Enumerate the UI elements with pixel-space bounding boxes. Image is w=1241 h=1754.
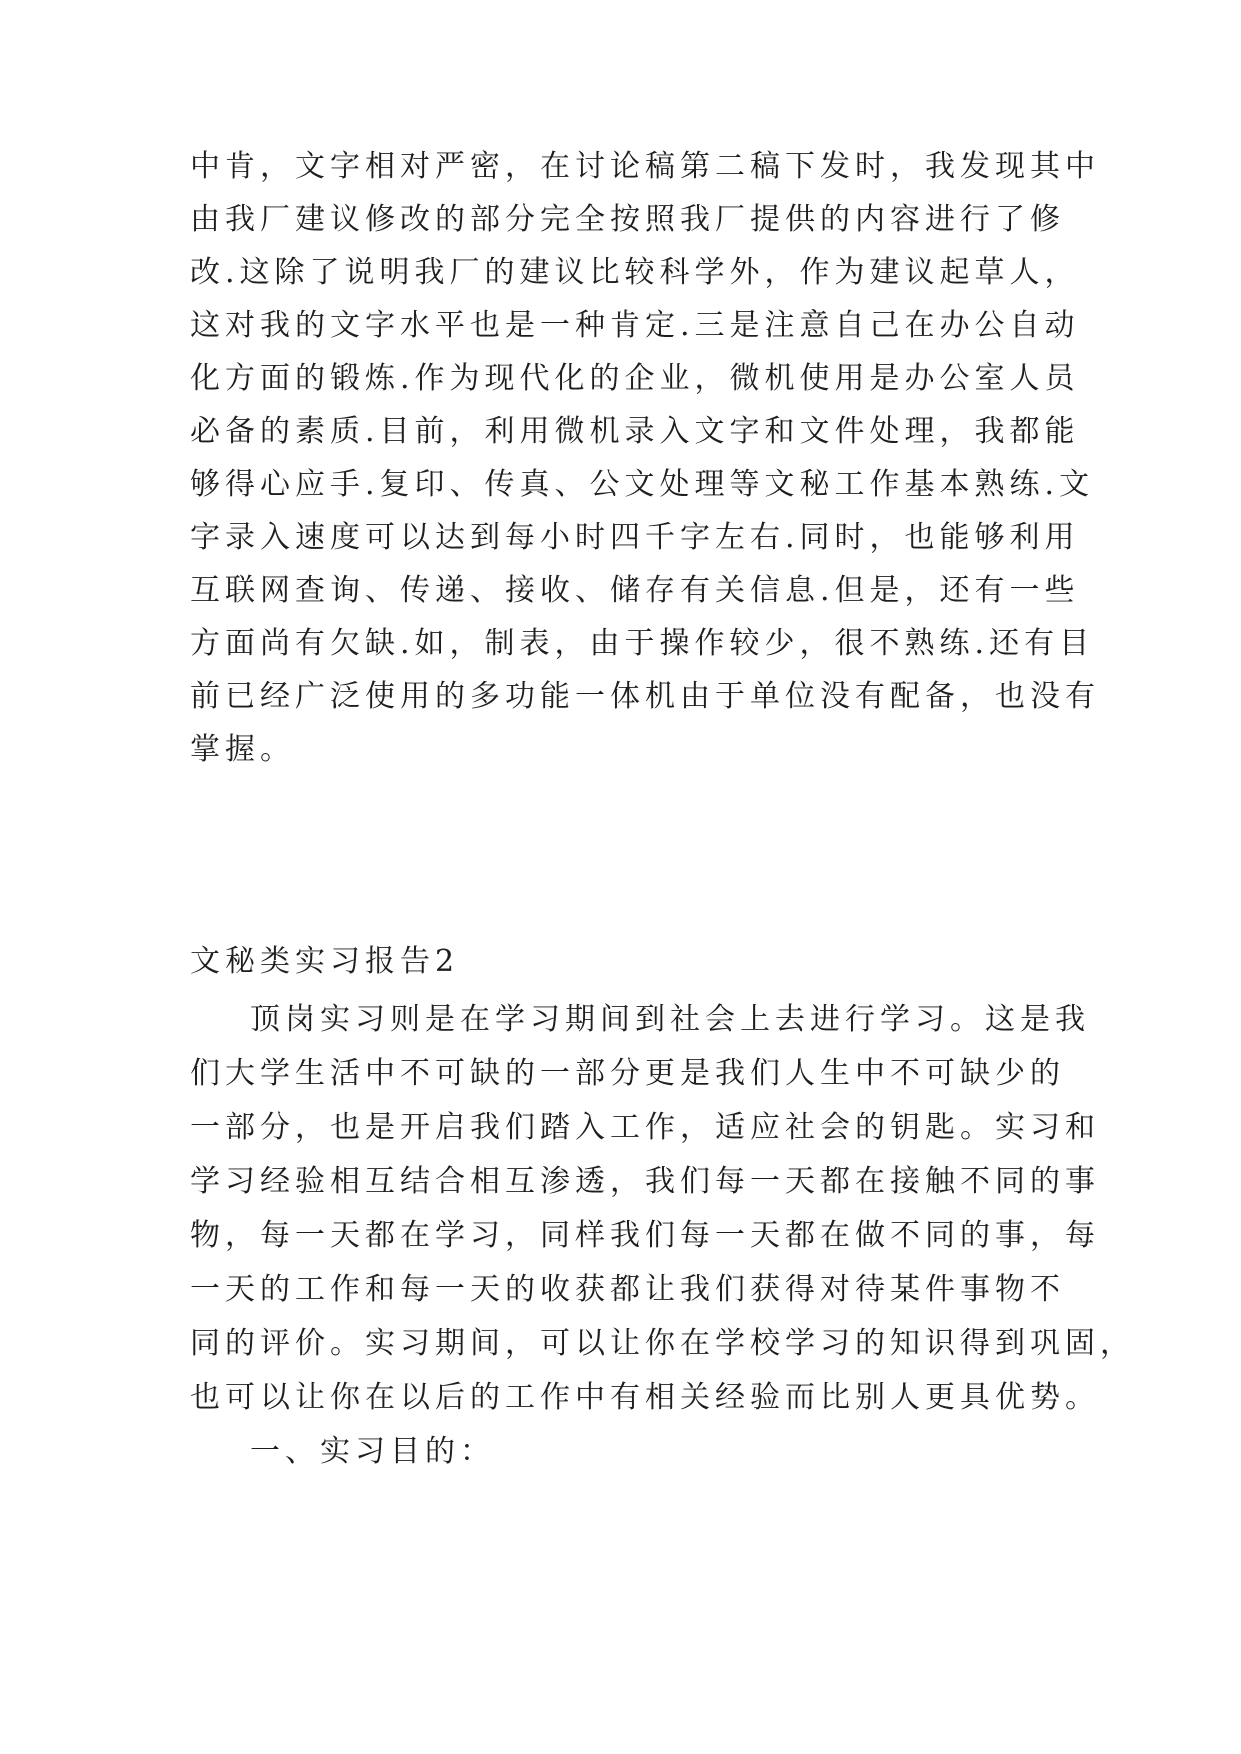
body-text-line: 一部分，也是开启我们踏入工作，适应社会的钥匙。实习和 <box>190 1110 1100 1145</box>
body-text-line: 化方面的锻炼.作为现代化的企业，微机使用是办公室人员 <box>190 361 1080 396</box>
body-text-line: 同的评价。实习期间，可以让你在学校学习的知识得到巩固， <box>190 1326 1135 1361</box>
body-text-line: 这对我的文字水平也是一种肯定.三是注意自己在办公自动 <box>190 308 1080 343</box>
body-text-line: 由我厂建议修改的部分完全按照我厂提供的内容进行了修 <box>190 202 1065 237</box>
body-text-line: 中肯，文字相对严密，在讨论稿第二稿下发时，我发现其中 <box>190 149 1100 184</box>
section-title: 文秘类实习报告2 <box>190 944 460 979</box>
body-text-line: 改.这除了说明我厂的建议比较科学外，作为建议起草人， <box>190 255 1080 290</box>
body-text-line: 掌握。 <box>190 732 295 767</box>
body-text-line: 前已经广泛使用的多功能一体机由于单位没有配备，也没有 <box>190 679 1100 714</box>
body-text-line: 物，每一天都在学习，同样我们每一天都在做不同的事，每 <box>190 1218 1100 1253</box>
body-text-line: 必备的素质.目前，利用微机录入文字和文件处理，我都能 <box>190 414 1080 449</box>
body-text-line: 也可以让你在以后的工作中有相关经验而比别人更具优势。 <box>190 1380 1100 1415</box>
body-text-line: 方面尚有欠缺.如，制表，由于操作较少，很不熟练.还有目 <box>190 626 1095 661</box>
body-text-line: 一天的工作和每一天的收获都让我们获得对待某件事物不 <box>190 1272 1065 1307</box>
body-text-line: 够得心应手.复印、传真、公文处理等文秘工作基本熟练.文 <box>190 467 1095 502</box>
body-text-line: 字录入速度可以达到每小时四千字左右.同时，也能够利用 <box>190 520 1080 555</box>
body-text-line: 顶岗实习则是在学习期间到社会上去进行学习。这是我 <box>250 1002 1090 1037</box>
subheading: 一、实习目的： <box>250 1434 495 1469</box>
body-text-line: 互联网查询、传递、接收、储存有关信息.但是，还有一些 <box>190 573 1080 608</box>
body-text-line: 学习经验相互结合相互渗透，我们每一天都在接触不同的事 <box>190 1164 1100 1199</box>
body-text-line: 们大学生活中不可缺的一部分更是我们人生中不可缺少的 <box>190 1056 1065 1091</box>
